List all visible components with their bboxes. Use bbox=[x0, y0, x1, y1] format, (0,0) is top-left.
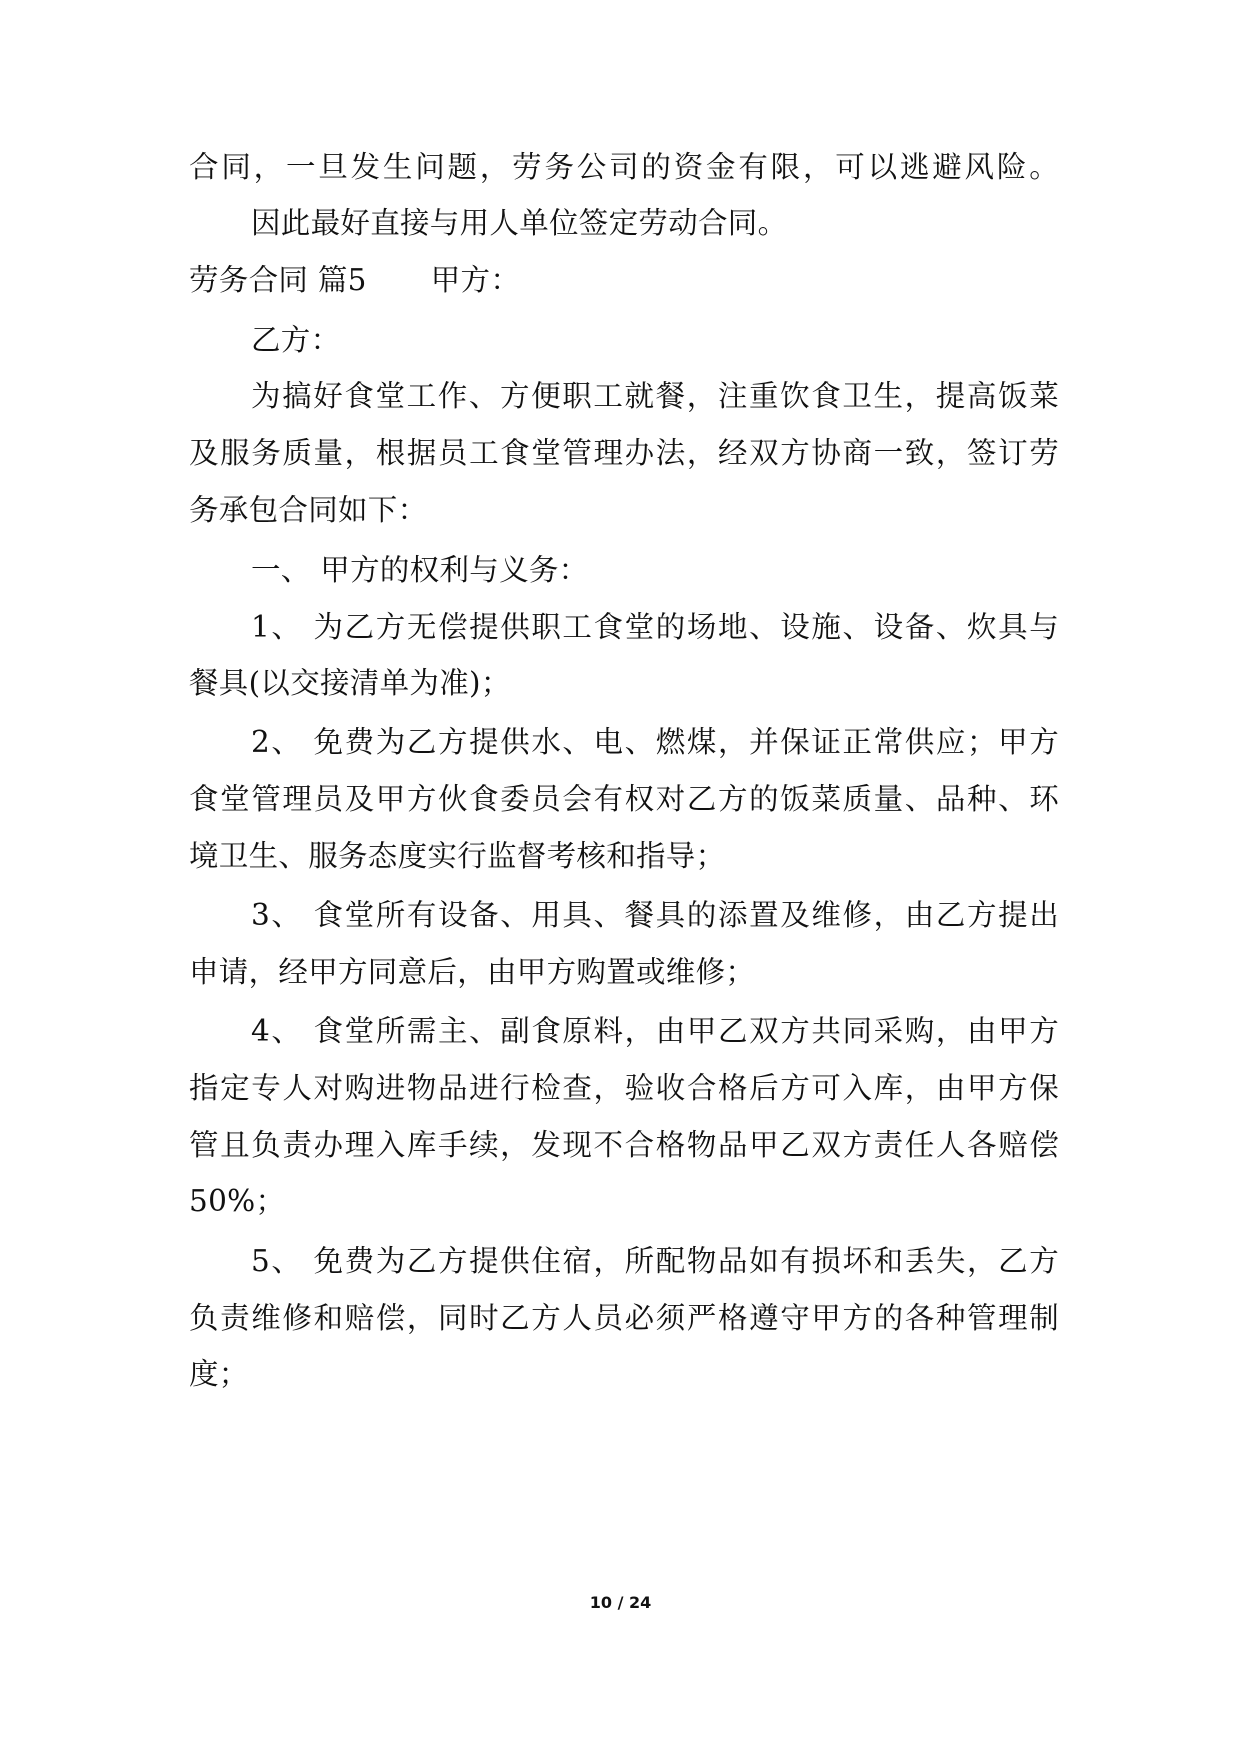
page-number: 10 / 24 bbox=[589, 1593, 652, 1612]
paragraph-line: 境卫生、服务态度实行监督考核和指导； bbox=[189, 839, 726, 873]
paragraph-line: 为搞好食堂工作、方便职工就餐，注重饮食卫生，提高饭菜 bbox=[251, 379, 1059, 413]
list-item: 5、 免费为乙方提供住宿，所配物品如有损坏和丢失，乙方 bbox=[251, 1244, 1059, 1278]
paragraph-line: 食堂管理员及甲方伙食委员会有权对乙方的饭菜质量、品种、环 bbox=[189, 782, 1059, 816]
paragraph-line: 务承包合同如下： bbox=[189, 493, 428, 527]
list-item: 4、 食堂所需主、副食原料，由甲乙双方共同采购，由甲方 bbox=[251, 1014, 1059, 1048]
paragraph-line: 管且负责办理入库手续，发现不合格物品甲乙双方责任人各赔偿 bbox=[189, 1128, 1059, 1162]
paragraph-line: 乙方： bbox=[251, 323, 341, 357]
paragraph-line: 合同，一旦发生问题，劳务公司的资金有限，可以逃避风险。 bbox=[189, 150, 1059, 184]
list-item: 1、 为乙方无偿提供职工食堂的场地、设施、设备、炊具与 bbox=[251, 610, 1059, 644]
party-a-label: 甲方： bbox=[430, 263, 521, 297]
section-title: 劳务合同 篇5 bbox=[189, 263, 367, 297]
paragraph-line: 度； bbox=[189, 1357, 249, 1391]
list-heading: 一、 甲方的权利与义务： bbox=[251, 553, 589, 587]
paragraph-line: 负责维修和赔偿，同时乙方人员必须严格遵守甲方的各种管理制 bbox=[189, 1301, 1059, 1335]
paragraph-line: 50%； bbox=[189, 1184, 286, 1218]
list-item: 2、 免费为乙方提供水、电、燃煤，并保证正常供应；甲方 bbox=[251, 725, 1059, 759]
section-heading bbox=[189, 260, 520, 300]
paragraph-line: 申请，经甲方同意后，由甲方购置或维修； bbox=[189, 955, 756, 989]
paragraph-line: 因此最好直接与用人单位签定劳动合同。 bbox=[251, 206, 788, 240]
paragraph-line: 指定专人对购进物品进行检查，验收合格后方可入库，由甲方保 bbox=[189, 1071, 1059, 1105]
paragraph-line: 及服务质量，根据员工食堂管理办法，经双方协商一致，签订劳 bbox=[189, 436, 1059, 470]
paragraph-line: 餐具(以交接清单为准)； bbox=[189, 666, 511, 700]
list-item: 3、 食堂所有设备、用具、餐具的添置及维修，由乙方提出 bbox=[251, 898, 1059, 932]
